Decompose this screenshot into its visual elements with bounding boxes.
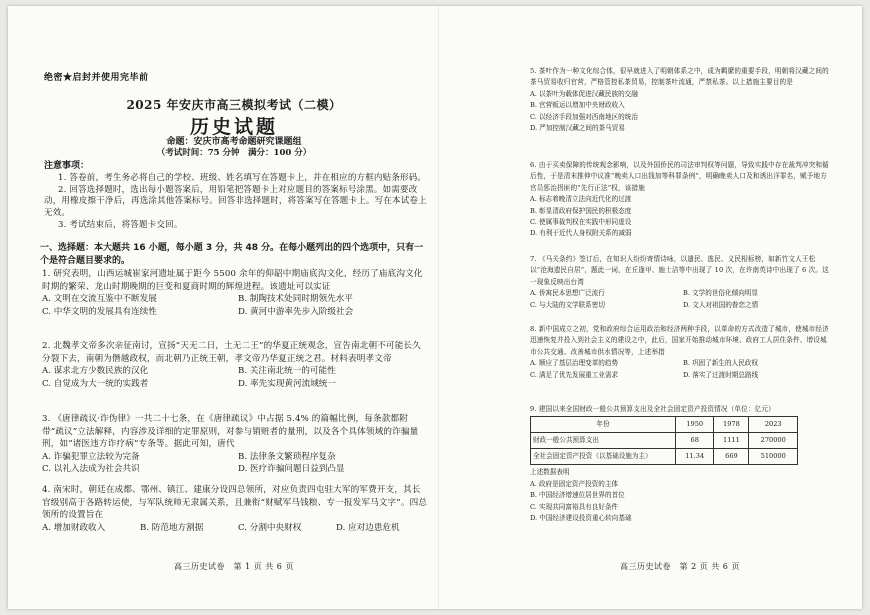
question-stem: 1. 研究表明，山西运城崔家河遗址属于距今 5500 余年的仰韶中期庙底沟文化，经历了庙底沟文化时期的繁荣、龙山时期晚期的巨变和夏商时期的辉煌进程。该遗址可以实证 (42, 269, 423, 292)
exam-notes (44, 161, 430, 232)
question-stem: 9. 建国以来全国财政一般公共预算支出及全社会固定资产投资情况（单位：亿元） (530, 405, 775, 413)
option-c: C. 与大陆的文学联系密切 (530, 300, 605, 309)
option-d: D. 落实了过渡时期总路线 (683, 370, 759, 379)
option-a: A. 谋求北方少数民族的汉化 (42, 366, 149, 377)
option-b: B. 中国经济增速位居世界的首位 (530, 491, 625, 500)
option-d: D. 有利于近代人身权附关系的减弱 (530, 229, 632, 238)
question-stem: 6. 由于买卖保障的传统观念影响，以及外国侨民的司法审判权等问题，导致实践中存在裁判冲突和循后性，于是清末推伸中议准“晚卖人口出钱加等科罪条例”，明确晚卖人口及和诱出洋罪名，赋予地方官员惩治拐匪的“先行正法”权，该措施 (530, 161, 829, 192)
option-a: A. 文明在交流互鉴中不断发展 (42, 294, 157, 305)
section-heading: 一、选择题：本大题共 16 小题，每小题 3 分，共 48 分。在每小题列出的四个选项中，只有一个是符合题目要求的。 (40, 243, 424, 266)
option-b: B. 彰显清政府保护国民的积极态度 (530, 206, 632, 215)
table-cell: 510000 (749, 449, 798, 465)
table-row (531, 449, 798, 465)
notes-heading: 注意事项： (44, 161, 90, 171)
table-cell: 1111 (714, 433, 749, 449)
table-header-cell: 1978 (714, 417, 749, 433)
option-d: D. 医疗诈骗问题日益到凸显 (238, 464, 345, 475)
table-header-cell: 2023 (749, 417, 798, 433)
question-7 (530, 254, 830, 311)
investment-table (530, 416, 798, 465)
table-header-cell: 年份 (531, 417, 676, 433)
question-lead: 上述数据表明 (530, 468, 570, 477)
option-b: B. 文学的世俗化倾向明显 (683, 289, 758, 298)
table-cell: 11.34 (676, 449, 714, 465)
question-8 (530, 324, 830, 381)
option-b: B. 关注南北统一的可能性 (238, 366, 336, 377)
option-c: C. 分割中央财权 (238, 522, 302, 533)
question-1 (42, 268, 428, 318)
question-stem: 4. 南宋时，朝廷在成都、鄂州、镇江、建康分设四总领所，对应负责四屯驻大军的军费开支，其长官级别高于各路转运使，与军队统帅无隶属关系，且兼衔“财赋军马钱粮、专一报发军马文字”。四总领所的设置旨在 (42, 485, 428, 521)
option-a: A. 增加财政收入 (42, 522, 106, 533)
table-cell: 68 (676, 433, 714, 449)
table-cell: 669 (714, 449, 749, 465)
setter-line: 命题：安庆市高考命题研究课题组 (166, 137, 302, 147)
table-header-row (531, 417, 798, 433)
table-cell: 270000 (749, 433, 798, 449)
option-c: C. 自觉成为大一统的实践者 (42, 378, 149, 389)
page-footer: 高三历史试卷 第 2 页 共 6 页 (620, 562, 740, 571)
note-item: 2. 回答选择题时，选出每小题答案后，用铅笔把答题卡上对应题目的答案标号涂黑。如需要改动，用橡皮擦干净后，再选涂其他答案标号。回答非选择题时，将答案写在答题卡上。写在本试卷上无效。 (44, 184, 427, 219)
option-b: B. 官营贩运以增加中央财政收入 (530, 101, 625, 110)
table-cell: 全社会固定资产投资（以基础设施为主） (531, 449, 676, 465)
question-5 (530, 66, 830, 134)
page-fold (438, 6, 439, 609)
exam-sheet (8, 6, 862, 609)
option-d: D. 率先实现黄河流域统一 (238, 378, 336, 389)
note-item: 3. 考试结束后，将答题卡交回。 (58, 219, 183, 230)
question-4 (42, 484, 428, 534)
secret-notice: 绝密★启封并使用完毕前 (44, 73, 149, 83)
option-c: C. 使属事裁判权在实践中形同虚设 (530, 218, 632, 227)
timing-line: （考试时间：75 分钟 满分：100 分） (156, 148, 312, 158)
option-c: C. 中华文明的发展具有连续性 (42, 306, 157, 317)
option-d: D. 中国经济建设投资重心转向基础 (530, 514, 632, 523)
option-a: A. 侨寓民本思想广泛流行 (530, 289, 605, 298)
option-d: D. 应对边患危机 (336, 522, 400, 533)
option-c: C. 满足了优先发展重工业需求 (530, 370, 619, 379)
option-a: A. 顺应了基层治理变革的趋势 (530, 359, 619, 368)
question-9 (530, 404, 830, 524)
option-a: A. 政府是固定资产投资的主体 (530, 479, 619, 488)
table-row (531, 433, 798, 449)
table-header-cell: 1950 (676, 417, 714, 433)
option-d: D. 严加控制汉藏之间的茶马贸易 (530, 124, 625, 133)
exam-title: 2025 年安庆市高三模拟考试（二模） (126, 98, 342, 112)
question-stem: 3. 《唐律疏议·诈伪律》一共二十七条，在《唐律疏议》中占据 5.4% 的篇幅比例，每条款都附带“疏议”立法解释，内容涉及详细的定罪原则，对参与销赃者的量刑，以及各个具体领域的诈骗量刑，如“诸医违方诈疗病”专条等。据此可知，唐代 (42, 414, 419, 450)
option-b: B. 防范地方割据 (140, 522, 204, 533)
option-d: D. 黄河中游率先步入阶级社会 (238, 306, 354, 317)
option-c: C. 以礼入法成为社会共识 (42, 464, 140, 475)
question-stem: 8. 新中国成立之初，党和政府综合运用政治和经济两种手段，以革命的方式改造了城市，使城市经济迅速恢复并投入到社会主义的建设之中，此后，国家开始推动城市环境、政府工人居住条件、增设城市公共交通、改善城市供水情况等，上述举措 (530, 325, 829, 356)
option-b: B. 制陶技术处同时期领先水平 (238, 294, 353, 305)
option-a: A. 标志着晚清立法向近代化的过渡 (530, 195, 632, 204)
option-d: D. 文人对祖国的眷恋之情 (683, 300, 759, 309)
option-c: C. 以经济手段加强对西南地区的统治 (530, 112, 638, 121)
question-stem: 5. 茶叶作为一种文化综合体，很早就进入了明朝体系之中，成为羁縻的重要手段，明朝将汉藏之间的茶马贸易收归官营，严格管控私茶贸易，控制茶叶流通，严禁私茶。以上措施主要目的是 (530, 67, 829, 87)
table-cell: 财政一般公共预算支出 (531, 433, 676, 449)
option-a: A. 诈骗犯罪立法较为完备 (42, 451, 140, 462)
option-a: A. 以茶叶为载体促进汉藏民族的交融 (530, 89, 638, 98)
question-stem: 7. 《马关条约》签订后，在知识人纷纷寄情诗咏，以遣民、逃民、义民相标榜，如新竹文人王松以“沧海遗民自居”，题此一词，在丘逢甲、施士洁等中出现了 10 次，在许南英诗中出现了 6 次。这一现象反映出台湾 (530, 255, 829, 286)
option-b: B. 巩固了新生的人民政权 (683, 359, 758, 368)
page-footer: 高三历史试卷 第 1 页 共 6 页 (174, 562, 294, 571)
subject-title: 历史试题 (189, 116, 278, 138)
option-b: B. 法律条文繁琐程序复杂 (238, 451, 336, 462)
option-c: C. 实现共同富裕具有良好条件 (530, 502, 619, 511)
note-item: 1. 答卷前，考生务必将自己的学校、班级、姓名填写在答题卡上，并在相应的方框内贴条形码。 (58, 172, 427, 183)
question-stem: 2. 北魏孝文帝多次亲征南讨，宣扬“天无二日，土无二王”的华夏正统观念，宣告南北朝不可能长久分裂下去，南朝为僭越政权，而北朝乃正统王朝，孝文帝乃华夏正统之君。材料表明孝文帝 (42, 341, 421, 364)
question-3 (42, 413, 428, 476)
question-2 (42, 340, 428, 390)
question-6 (530, 160, 830, 240)
